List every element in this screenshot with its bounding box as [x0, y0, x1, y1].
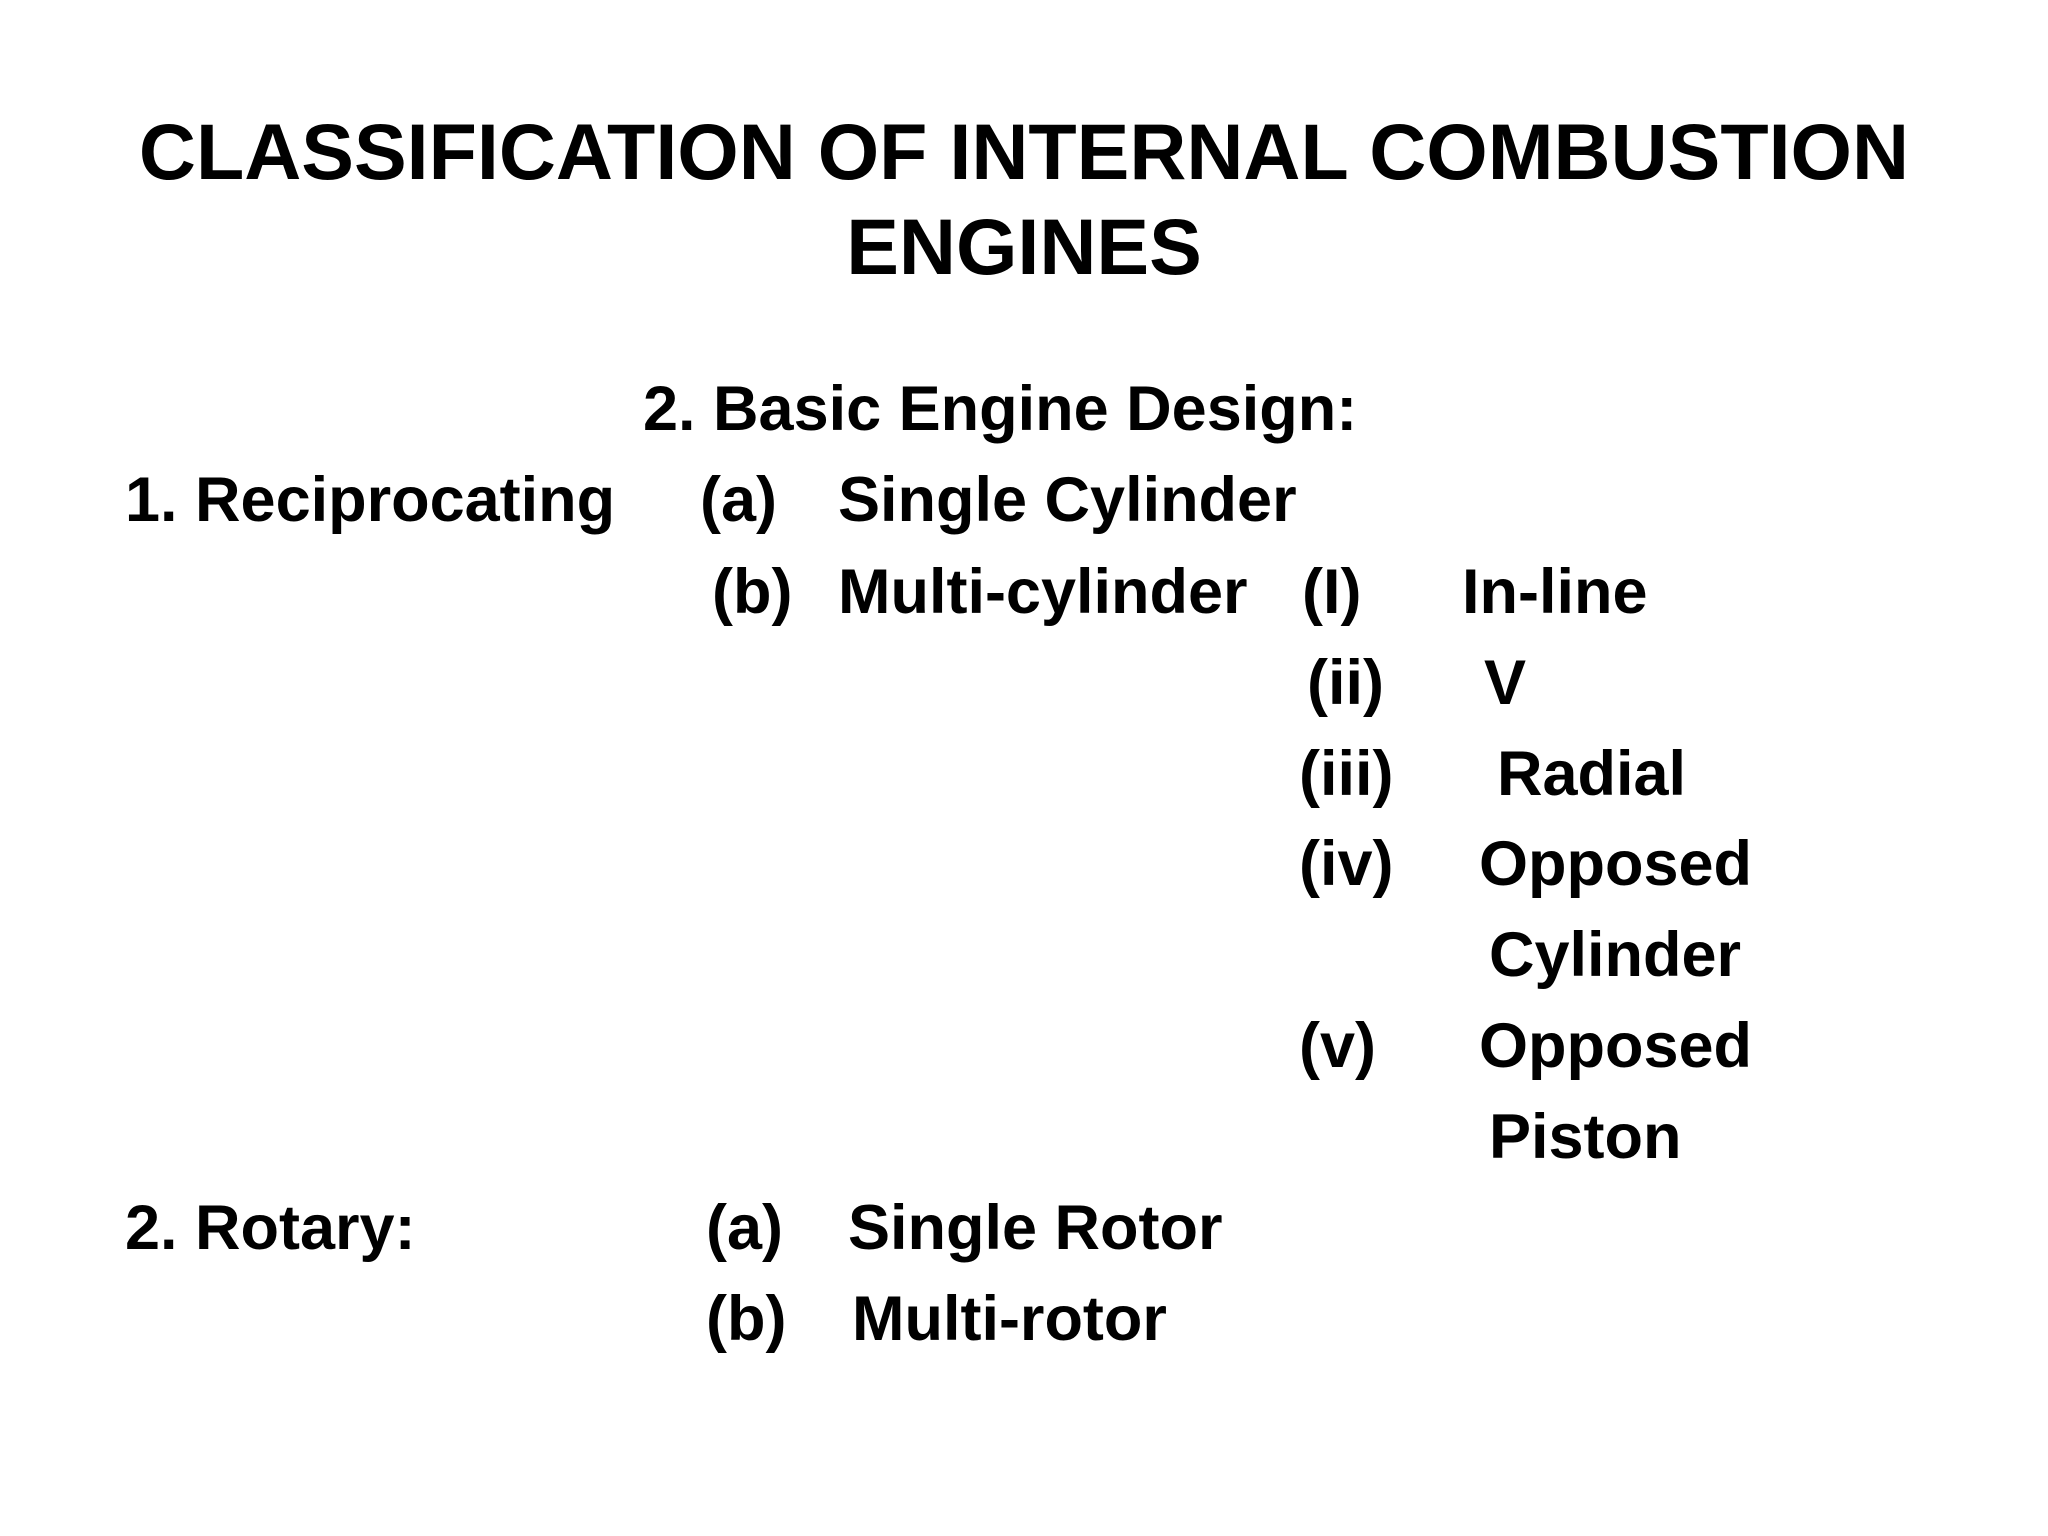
multicylinder-item-4-text-line-1: Opposed — [1479, 829, 1753, 899]
multicylinder-item-5-text-line-2: Piston — [1489, 1102, 1682, 1172]
multicylinder-item-3-text: Radial — [1497, 739, 1687, 809]
reciprocating-b-marker: (b) — [712, 557, 793, 627]
multicylinder-item-1-text: In-line — [1462, 557, 1648, 627]
rotary-b-marker: (b) — [706, 1284, 787, 1354]
reciprocating-label: 1. Reciprocating — [125, 465, 616, 535]
multicylinder-item-1-marker: (I) — [1302, 557, 1362, 627]
multicylinder-item-2-marker: (ii) — [1307, 648, 1384, 718]
rotary-a-text: Single Rotor — [848, 1193, 1223, 1263]
section-heading: 2. Basic Engine Design: — [643, 374, 1358, 444]
multicylinder-item-4-text-line-2: Cylinder — [1489, 920, 1742, 990]
multicylinder-item-3-marker: (iii) — [1299, 739, 1394, 809]
reciprocating-b-text: Multi-cylinder — [838, 557, 1248, 627]
title-line-2: ENGINES — [846, 202, 1202, 291]
title-line-1: CLASSIFICATION OF INTERNAL COMBUSTION — [138, 107, 1910, 196]
reciprocating-a-text: Single Cylinder — [838, 465, 1297, 535]
rotary-a-marker: (a) — [706, 1193, 783, 1263]
multicylinder-item-2-text: V — [1484, 648, 1527, 718]
slide-title — [0, 104, 2048, 294]
multicylinder-item-5-text-line-1: Opposed — [1479, 1011, 1753, 1081]
rotary-label: 2. Rotary: — [125, 1193, 416, 1263]
multicylinder-item-5-marker: (v) — [1299, 1011, 1376, 1081]
multicylinder-item-4-marker: (iv) — [1299, 829, 1394, 899]
rotary-b-text: Multi-rotor — [852, 1284, 1167, 1354]
reciprocating-a-marker: (a) — [700, 465, 777, 535]
